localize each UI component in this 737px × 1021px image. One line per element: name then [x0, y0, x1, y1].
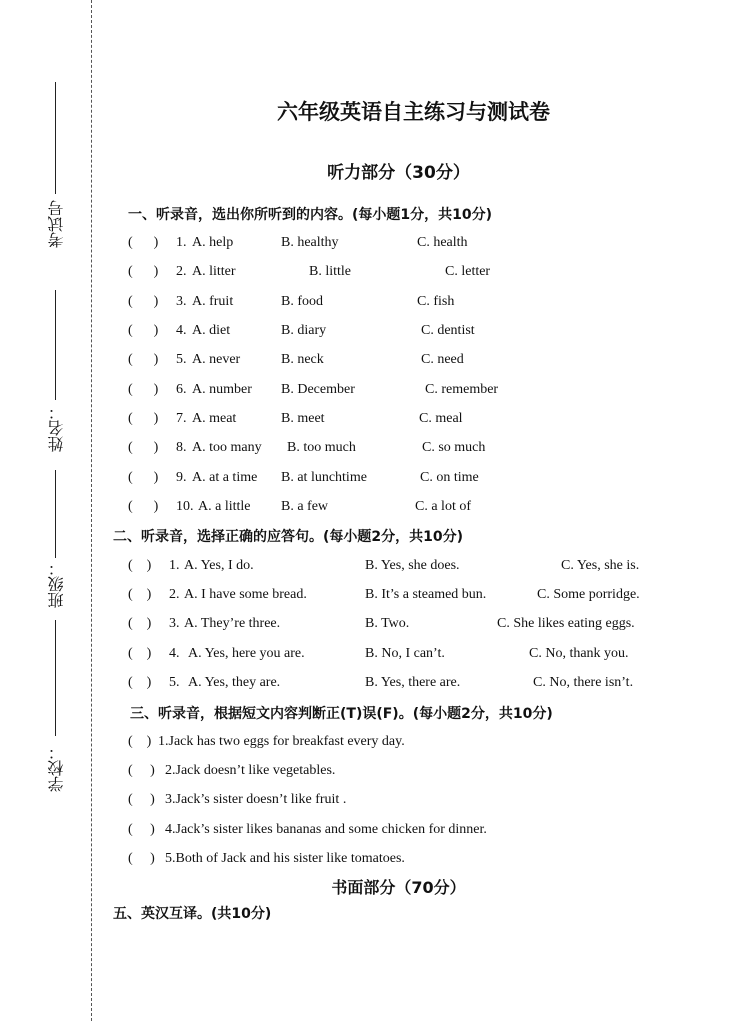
option-b: B. Yes, there are. [365, 675, 461, 690]
answer-blank[interactable]: ( ) [128, 558, 152, 573]
option-c: C. remember [425, 382, 499, 397]
option-a: A. litter [192, 264, 236, 279]
item-number: 5. [169, 675, 180, 690]
answer-blank[interactable]: ( ) [128, 470, 159, 485]
option-c: C. She likes eating eggs. [497, 616, 635, 631]
class-label: 班级： [47, 560, 66, 608]
answer-blank[interactable]: ( ) [128, 235, 159, 250]
option-a: A. never [192, 352, 241, 367]
option-c: C. letter [445, 264, 491, 279]
item-number: 10. [176, 499, 194, 514]
option-a: A. Yes, here you are. [188, 646, 305, 661]
option-a: A. fruit [192, 294, 234, 309]
item-number: 5. [176, 352, 187, 367]
option-b: B. healthy [281, 235, 339, 250]
name-line[interactable] [55, 290, 56, 400]
answer-blank[interactable]: ( ) [128, 792, 155, 807]
exam-no-label: 考试号 [47, 200, 66, 248]
answer-blank[interactable]: ( ) [128, 294, 159, 309]
answer-blank[interactable]: ( ) [128, 440, 159, 455]
option-b: B. at lunchtime [281, 470, 367, 485]
option-a: A. I have some bread. [184, 587, 307, 602]
option-c: C. Some porridge. [537, 587, 640, 602]
option-b: B. too much [287, 440, 356, 455]
option-b: B. December [281, 382, 355, 397]
item-number: 8. [176, 440, 187, 455]
option-a: A. a little [198, 499, 251, 514]
answer-blank[interactable]: ( ) [128, 264, 159, 279]
page-title: 六年级英语自主练习与测试卷 [277, 100, 550, 124]
option-b: B. No, I can’t. [365, 646, 445, 661]
school-line[interactable] [55, 620, 56, 736]
section1-heading: 一、听录音，选出你所听到的内容。(每小题1分，共10分) [128, 207, 493, 223]
answer-blank[interactable]: ( ) [128, 587, 152, 602]
option-c: C. so much [422, 440, 486, 455]
option-b: B. Yes, she does. [365, 558, 460, 573]
option-b: B. little [309, 264, 351, 279]
option-a: A. number [192, 382, 252, 397]
item-number: 4. [169, 646, 180, 661]
answer-blank[interactable]: ( ) [128, 323, 159, 338]
section2-heading: 二、听录音，选择正确的应答句。(每小题2分，共10分) [113, 529, 464, 545]
option-a: A. meat [192, 411, 237, 426]
school-label: 学校： [47, 744, 66, 792]
statement: 5.Both of Jack and his sister like tomatoes. [165, 851, 405, 866]
option-b: B. a few [281, 499, 329, 514]
option-b: B. Two. [365, 616, 410, 631]
option-a: A. at a time [192, 470, 258, 485]
option-c: C. meal [419, 411, 463, 426]
item-number: 9. [176, 470, 187, 485]
option-b: B. food [281, 294, 323, 309]
item-number: 3. [176, 294, 187, 309]
item-number: 1. [169, 558, 180, 573]
option-c: C. on time [420, 470, 479, 485]
answer-blank[interactable]: ( ) [128, 851, 155, 866]
answer-blank[interactable]: ( ) [128, 352, 159, 367]
section5-heading: 五、英汉互译。(共10分) [113, 906, 272, 922]
option-a: A. They’re three. [184, 616, 281, 631]
statement: 3.Jack’s sister doesn’t like fruit . [165, 792, 347, 807]
option-c: C. No, thank you. [529, 646, 629, 661]
option-b: B. diary [281, 323, 327, 338]
answer-blank[interactable]: ( ) [128, 499, 159, 514]
answer-blank[interactable]: ( ) [128, 382, 159, 397]
listening-heading: 听力部分（30分） [327, 163, 470, 183]
option-c: C. a lot of [415, 499, 471, 514]
option-c: C. Yes, she is. [561, 558, 640, 573]
item-number: 4. [176, 323, 187, 338]
answer-blank[interactable]: ( ) [128, 763, 155, 778]
writing-heading: 书面部分（70分） [331, 878, 466, 897]
option-b: B. meet [281, 411, 325, 426]
answer-blank[interactable]: ( ) [128, 411, 159, 426]
section3-heading: 三、听录音，根据短文内容判断正(T)误(F)。(每小题2分，共10分) [130, 706, 553, 722]
answer-blank[interactable]: ( ) [128, 616, 152, 631]
statement: 1.Jack has two eggs for breakfast every day. [158, 734, 405, 749]
option-a: A. Yes, they are. [188, 675, 281, 690]
binding-dashed-line [91, 0, 92, 1021]
answer-blank[interactable]: ( ) [128, 646, 152, 661]
item-number: 2. [176, 264, 187, 279]
item-number: 7. [176, 411, 187, 426]
item-number: 2. [169, 587, 180, 602]
item-number: 1. [176, 235, 187, 250]
statement: 2.Jack doesn’t like vegetables. [165, 763, 336, 778]
answer-blank[interactable]: ( ) [128, 675, 152, 690]
option-a: A. too many [192, 440, 262, 455]
option-c: C. fish [417, 294, 455, 309]
option-c: C. health [417, 235, 468, 250]
option-c: C. need [421, 352, 464, 367]
item-number: 6. [176, 382, 187, 397]
option-b: B. neck [281, 352, 324, 367]
option-a: A. diet [192, 323, 231, 338]
option-b: B. It’s a steamed bun. [365, 587, 487, 602]
option-c: C. No, there isn’t. [533, 675, 634, 690]
statement: 4.Jack’s sister likes bananas and some chicken for dinner. [165, 822, 487, 837]
item-number: 3. [169, 616, 180, 631]
answer-blank[interactable]: ( ) [128, 822, 155, 837]
class-line[interactable] [55, 470, 56, 558]
option-a: A. Yes, I do. [184, 558, 254, 573]
option-a: A. help [192, 235, 234, 250]
option-c: C. dentist [421, 323, 475, 338]
answer-blank[interactable]: ( ) [128, 734, 152, 749]
name-label: 姓名： [47, 404, 66, 452]
